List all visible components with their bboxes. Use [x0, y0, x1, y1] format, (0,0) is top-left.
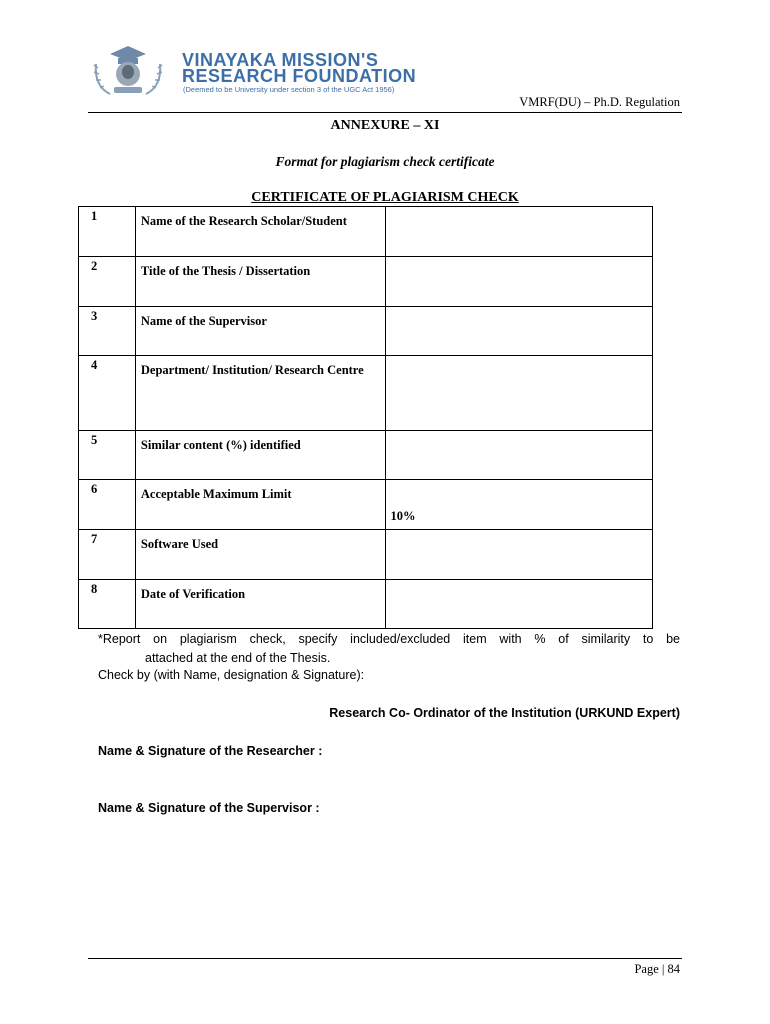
row-value-field[interactable]	[385, 530, 652, 580]
org-name-line1: VINAYAKA MISSION'S	[182, 50, 379, 70]
table-row	[79, 307, 653, 356]
row-label: Similar content (%) identified	[135, 431, 385, 480]
row-number: 4	[79, 356, 136, 431]
row-label: Title of the Thesis / Dissertation	[135, 257, 385, 307]
row-number: 7	[79, 530, 136, 580]
row-number: 8	[79, 580, 136, 629]
row-label: Name of the Research Scholar/Student	[135, 207, 385, 257]
row-number: 1	[79, 207, 136, 257]
report-note	[98, 630, 680, 668]
table-row	[79, 356, 653, 431]
coordinator-label: Research Co- Ordinator of the Institution (URKUND Expert)	[329, 706, 680, 720]
supervisor-signature-label: Name & Signature of the Supervisor :	[98, 801, 320, 815]
row-value-field[interactable]	[385, 307, 652, 356]
row-label: Acceptable Maximum Limit	[135, 480, 385, 530]
row-value-field[interactable]	[385, 356, 652, 431]
table-row	[79, 480, 653, 530]
check-by-label: Check by (with Name, designation & Signature):	[98, 668, 365, 682]
page-number: Page | 84	[634, 962, 680, 976]
certificate-title: CERTIFICATE OF PLAGIARISM CHECK	[251, 190, 519, 205]
footer-divider	[88, 958, 682, 959]
row-value-field[interactable]	[385, 257, 652, 307]
row-label: Date of Verification	[135, 580, 385, 629]
format-subtitle: Format for plagiarism check certificate	[275, 154, 495, 169]
org-subtitle: (Deemed to be University under section 3 of the UGC Act 1956)	[183, 85, 395, 94]
note-line1: *Report on plagiarism check, specify included/excluded item with % of similarity to be	[98, 632, 680, 646]
row-value-field[interactable]	[385, 431, 652, 480]
table-row	[79, 257, 653, 307]
note-line2: attached at the end of the Thesis.	[145, 651, 331, 665]
org-logo	[88, 42, 468, 102]
row-label: Software Used	[135, 530, 385, 580]
row-value-field[interactable]	[385, 207, 652, 257]
row-value-field[interactable]: 10%	[385, 480, 652, 530]
researcher-signature-label: Name & Signature of the Researcher :	[98, 744, 323, 758]
row-value-field[interactable]	[385, 580, 652, 629]
university-emblem-icon	[88, 42, 168, 100]
plagiarism-form-table	[78, 206, 653, 629]
row-number: 2	[79, 257, 136, 307]
row-label: Name of the Supervisor	[135, 307, 385, 356]
table-row	[79, 530, 653, 580]
table-row	[79, 431, 653, 480]
row-number: 3	[79, 307, 136, 356]
header-divider	[88, 112, 682, 113]
table-row	[79, 580, 653, 629]
org-name-line2: RESEARCH FOUNDATION	[182, 66, 417, 86]
annexure-title: ANNEXURE – XI	[330, 118, 440, 133]
row-number: 6	[79, 480, 136, 530]
row-label: Department/ Institution/ Research Centre	[135, 356, 385, 431]
table-row	[79, 207, 653, 257]
regulation-header: VMRF(DU) – Ph.D. Regulation	[519, 95, 680, 109]
row-number: 5	[79, 431, 136, 480]
